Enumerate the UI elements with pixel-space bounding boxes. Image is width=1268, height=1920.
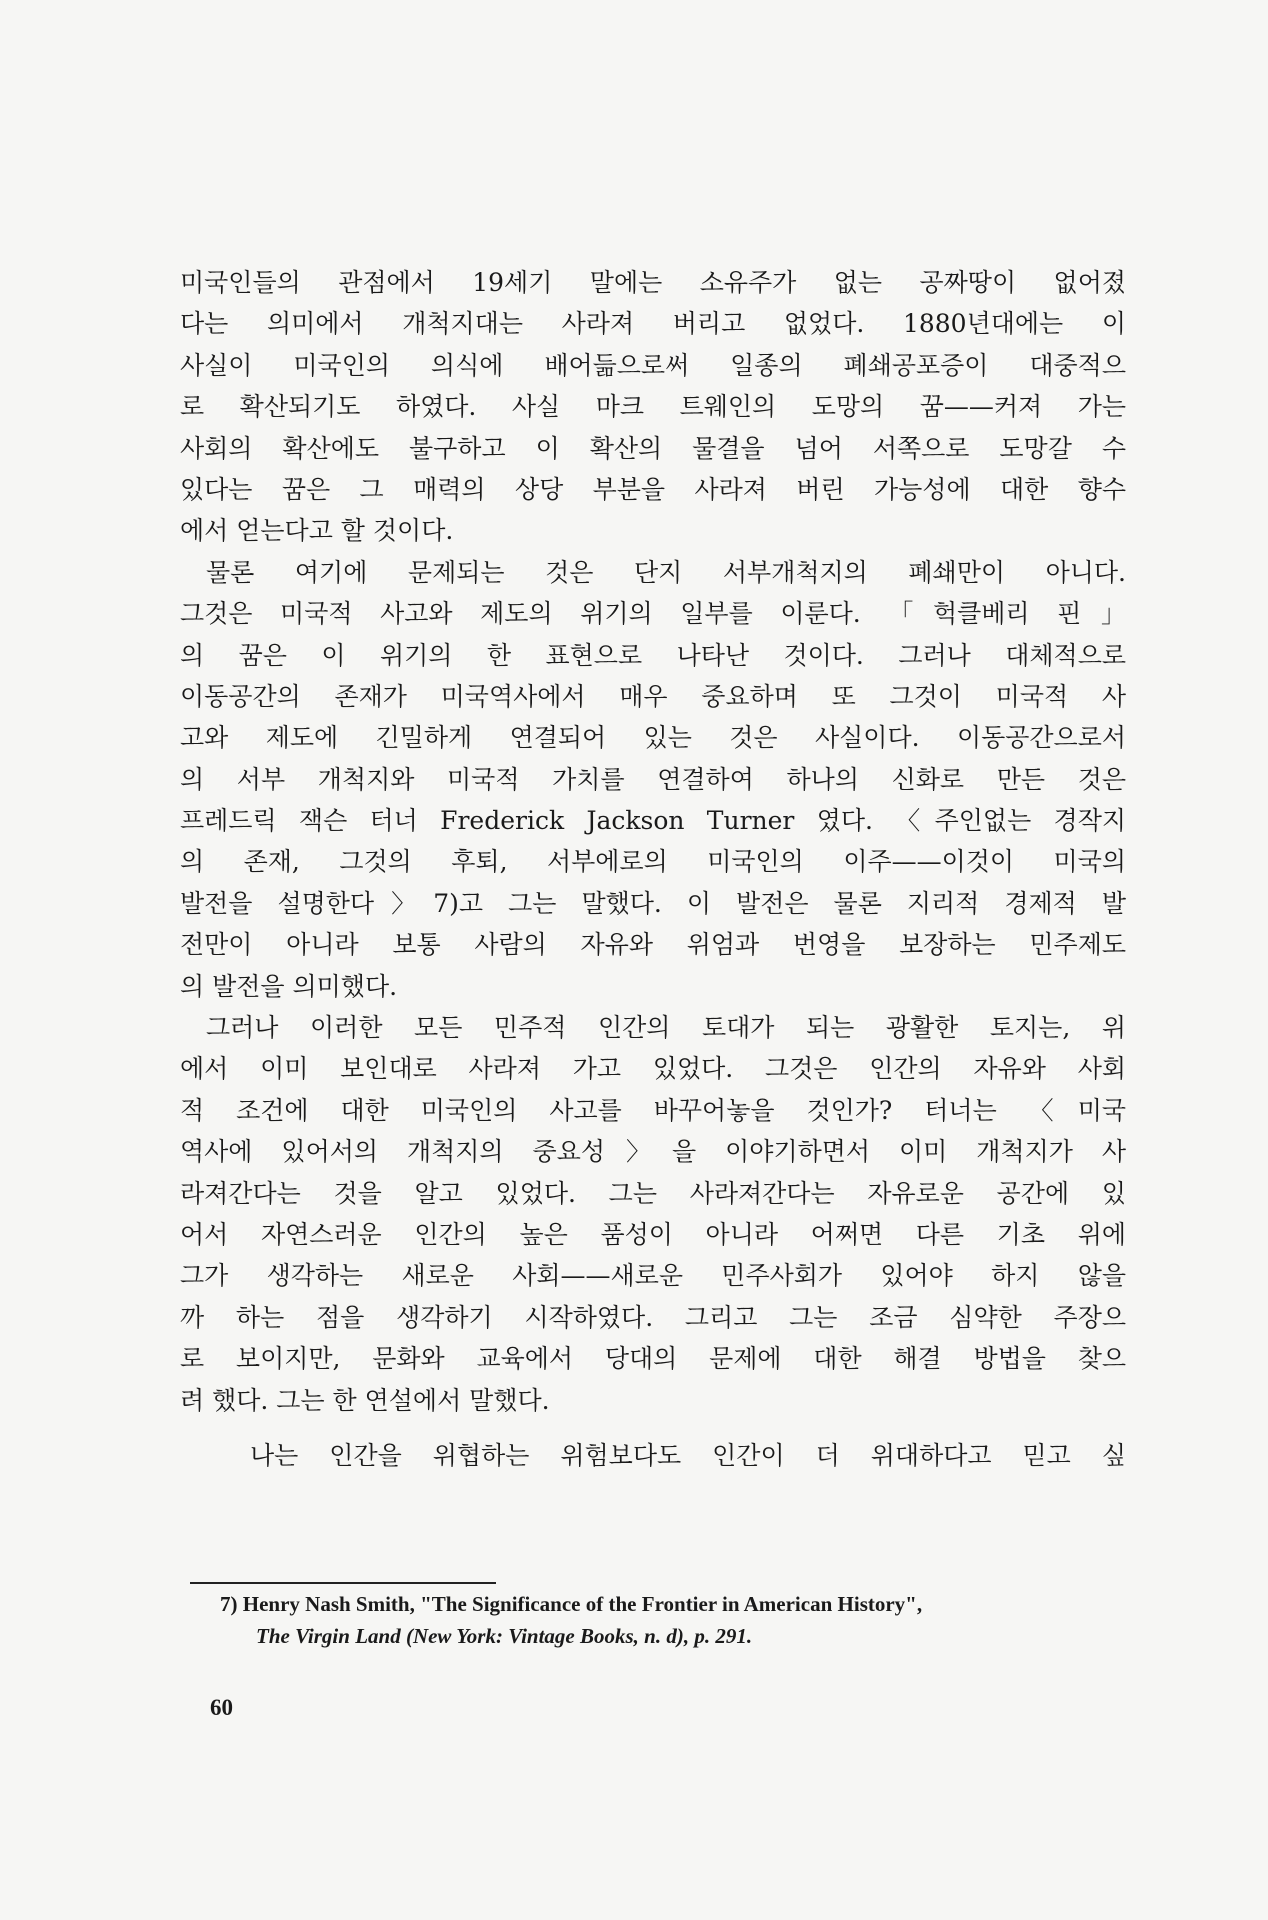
text-line: 이동공간의 존재가 미국역사에서 매우 중요하며 또 그것이 미국적 사 bbox=[180, 681, 1126, 711]
block-quote-gap bbox=[180, 1421, 1126, 1435]
text-line: 로 확산되기도 하였다. 사실 마크 트웨인의 도망의 꿈——커져 가는 bbox=[180, 392, 1126, 422]
text-line: 의 발전을 의미했다. bbox=[180, 971, 398, 1001]
footnote-line: 7) Henry Nash Smith, "The Significance of the Frontier in American History", bbox=[220, 1592, 923, 1616]
page-number: 60 bbox=[210, 1695, 233, 1720]
body-text bbox=[180, 262, 1126, 1476]
paragraph-1 bbox=[180, 262, 1126, 552]
text-line: 미국인들의 관점에서 19세기 말에는 소유주가 없는 공짜땅이 없어졌 bbox=[180, 268, 1126, 297]
text-line: 려 했다. 그는 한 연설에서 말했다. bbox=[180, 1385, 550, 1415]
text-line: 역사에 있어서의 개척지의 중요성〉을 이야기하면서 이미 개척지가 사 bbox=[180, 1137, 1126, 1167]
footnote-line: The Virgin Land (New York: Vintage Books, n. d), p. 291. bbox=[256, 1624, 753, 1648]
text-line: 그러나 이러한 모든 민주적 인간의 토대가 되는 광활한 토지는, 위 bbox=[206, 1013, 1126, 1043]
paragraph-4-quote bbox=[180, 1435, 1126, 1476]
text-line: 의 존재, 그것의 후퇴, 서부에로의 미국인의 이주——이것이 미국의 bbox=[180, 847, 1126, 877]
paragraph-2 bbox=[180, 552, 1126, 1007]
text-line: 고와 제도에 긴밀하게 연결되어 있는 것은 사실이다. 이동공간으로서 bbox=[180, 723, 1126, 753]
text-line: 나는 인간을 위협하는 위험보다도 인간이 더 위대하다고 믿고 싶 bbox=[250, 1440, 1126, 1470]
text-line: 적 조건에 대한 미국인의 사고를 바꾸어놓을 것인가? 터너는 〈미국 bbox=[180, 1095, 1126, 1125]
footnote bbox=[220, 1588, 1120, 1652]
text-line: 에서 이미 보인대로 사라져 가고 있었다. 그것은 인간의 자유와 사회 bbox=[180, 1054, 1126, 1084]
text-line: 로 보이지만, 문화와 교육에서 당대의 문제에 대한 해결 방법을 찾으 bbox=[180, 1344, 1126, 1374]
text-line: 그가 생각하는 새로운 사회——새로운 민주사회가 있어야 하지 않을 bbox=[180, 1261, 1126, 1291]
text-line: 전만이 아니라 보통 사람의 자유와 위엄과 번영을 보장하는 민주제도 bbox=[180, 930, 1126, 960]
text-line: 사회의 확산에도 불구하고 이 확산의 물결을 넘어 서쪽으로 도망갈 수 bbox=[180, 433, 1126, 463]
text-line: 물론 여기에 문제되는 것은 단지 서부개척지의 폐쇄만이 아니다. bbox=[206, 557, 1126, 587]
text-line: 까 하는 점을 생각하기 시작하였다. 그리고 그는 조금 심약한 주장으 bbox=[180, 1302, 1126, 1332]
text-line: 프레드릭 잭슨 터너 Frederick Jackson Turner 였다. 〈주인없는 경작지 bbox=[180, 806, 1126, 836]
text-line: 에서 얻는다고 할 것이다. bbox=[180, 516, 454, 546]
text-line: 사실이 미국인의 의식에 배어듦으로써 일종의 폐쇄공포증이 대중적으 bbox=[180, 350, 1126, 380]
text-line: 의 꿈은 이 위기의 한 표현으로 나타난 것이다. 그러나 대체적으로 bbox=[180, 640, 1126, 670]
text-line: 발전을 설명한다〉7)고 그는 말했다. 이 발전은 물론 지리적 경제적 발 bbox=[180, 888, 1126, 918]
text-line: 라져간다는 것을 알고 있었다. 그는 사라져간다는 자유로운 공간에 있 bbox=[180, 1178, 1126, 1208]
paragraph-3 bbox=[180, 1007, 1126, 1421]
text-line: 다는 의미에서 개척지대는 사라져 버리고 없었다. 1880년대에는 이 bbox=[180, 309, 1126, 339]
text-line: 어서 자연스러운 인간의 높은 품성이 아니라 어쩌면 다른 기초 위에 bbox=[180, 1219, 1126, 1249]
footnote-divider bbox=[190, 1582, 496, 1584]
text-line: 있다는 꿈은 그 매력의 상당 부분을 사라져 버린 가능성에 대한 향수 bbox=[180, 474, 1126, 504]
text-line: 의 서부 개척지와 미국적 가치를 연결하여 하나의 신화로 만든 것은 bbox=[180, 764, 1126, 794]
text-line: 그것은 미국적 사고와 제도의 위기의 일부를 이룬다. 「헉클베리 핀」 bbox=[180, 599, 1126, 629]
